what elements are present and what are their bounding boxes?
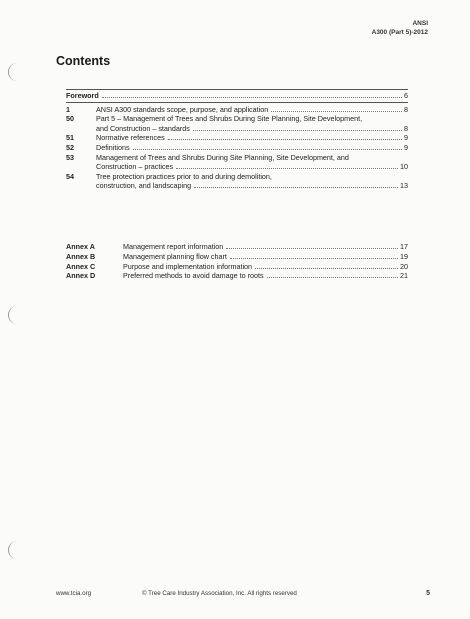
annex-page: 20 — [400, 261, 408, 271]
toc-entry-title-cont: Construction – practices — [96, 162, 174, 172]
leader-dots — [226, 248, 398, 249]
header-ansi: ANSI — [412, 20, 428, 27]
leader-dots — [133, 149, 402, 150]
toc-entry-page: 9 — [404, 142, 408, 152]
toc-entry-number: 53 — [66, 152, 74, 162]
annex-page: 17 — [400, 242, 408, 251]
toc-entry-page: 10 — [400, 162, 408, 172]
toc-entry[interactable] — [66, 114, 408, 133]
footer-copyright: © Tree Care Industry Association, Inc. All rights reserved — [142, 590, 297, 597]
toc-entry-title: Tree protection practices prior to and during demolition, — [96, 171, 272, 181]
binder-hole — [8, 541, 19, 559]
leader-dots — [193, 130, 402, 131]
toc-entry[interactable] — [66, 172, 408, 191]
annex-entry[interactable] — [66, 252, 408, 262]
annex-title: Preferred methods to avoid damage to roots — [123, 271, 264, 281]
leader-dots — [102, 97, 402, 98]
toc-entry[interactable] — [66, 143, 408, 153]
toc-entry[interactable] — [66, 105, 408, 115]
binder-hole — [8, 306, 19, 324]
binder-hole — [8, 63, 19, 81]
toc-entry-title: Part 5 – Management of Trees and Shrubs During Site Planning, Site Development, — [96, 114, 363, 124]
toc-foreword[interactable] — [66, 89, 408, 103]
table-of-contents — [66, 89, 408, 191]
toc-entry-title: ANSI A300 standards scope, purpose, and application — [96, 104, 269, 114]
annex-entry[interactable] — [66, 262, 408, 272]
toc-entry-number: 51 — [66, 133, 74, 143]
annex-entry[interactable] — [66, 271, 408, 281]
leader-dots — [168, 139, 402, 140]
annex-label: Annex C — [66, 261, 96, 271]
leader-dots — [230, 258, 398, 259]
leader-dots — [271, 111, 402, 112]
toc-entry-title-cont: construction, and landscaping — [96, 181, 192, 191]
leader-dots — [255, 268, 398, 269]
annex-label: Annex A — [66, 242, 95, 251]
annex-list — [66, 242, 408, 281]
toc-entry-number: 52 — [66, 142, 74, 152]
toc-foreword-label: Foreword — [66, 91, 99, 100]
toc-entry-title: Management of Trees and Shrubs During Site Planning, Site Development, and — [96, 152, 349, 162]
page-number: 5 — [426, 590, 430, 597]
annex-page: 21 — [400, 271, 408, 281]
toc-entry-title-cont: and Construction – standards — [96, 123, 190, 133]
annex-page: 19 — [400, 251, 408, 261]
toc-entry-number: 54 — [66, 171, 74, 181]
toc-entry-page: 8 — [404, 123, 408, 133]
annex-label: Annex B — [66, 251, 96, 261]
toc-entry-page: 13 — [400, 181, 408, 191]
annex-title: Purpose and implementation information — [123, 261, 253, 271]
toc-entry-number: 50 — [66, 114, 74, 124]
leader-dots — [194, 187, 398, 188]
toc-entry-number: 1 — [66, 104, 70, 114]
toc-entry-title: Normative references — [96, 133, 165, 143]
toc-entry-page: 8 — [404, 104, 408, 114]
annex-title: Management report information — [123, 242, 224, 251]
annex-title: Management planning flow chart — [123, 251, 227, 261]
toc-entry[interactable] — [66, 133, 408, 143]
toc-foreword-page: 6 — [404, 91, 408, 100]
page-title: Contents — [56, 54, 111, 68]
toc-entry[interactable] — [66, 153, 408, 172]
toc-entry-title: Definitions — [96, 142, 130, 152]
toc-entry-page: 9 — [404, 133, 408, 143]
leader-dots — [176, 168, 398, 169]
annex-label: Annex D — [66, 271, 96, 281]
footer-url[interactable]: www.tcia.org — [56, 590, 92, 597]
header-standard: A300 (Part 5)-2012 — [371, 29, 428, 36]
annex-entry[interactable] — [66, 242, 408, 252]
leader-dots — [267, 277, 398, 278]
